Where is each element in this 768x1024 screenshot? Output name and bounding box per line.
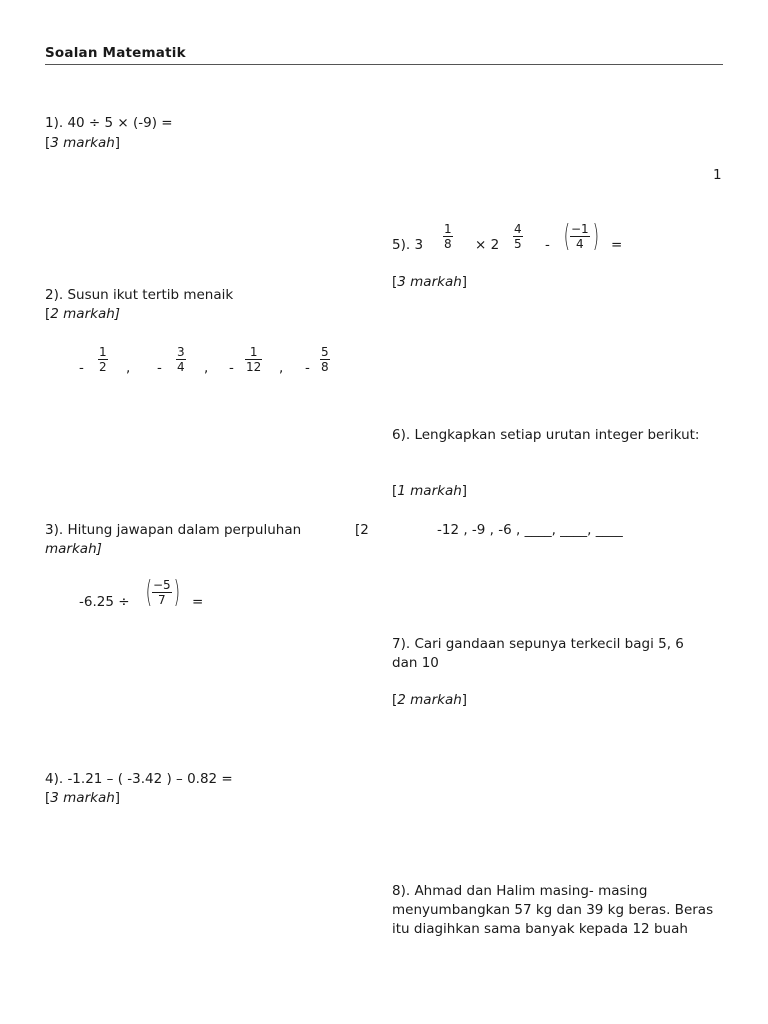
title-divider (45, 64, 723, 65)
fraction: $\frac{1}{8}$ (444, 222, 452, 251)
question-3-text: 3). Hitung jawapan dalam perpuluhan (45, 522, 302, 538)
question-3-marks: [2 (355, 522, 369, 538)
comma: , (126, 360, 131, 376)
minus-sign: - (79, 360, 84, 376)
question-4-marks: [3 markah] (45, 790, 121, 806)
fraction: $\frac{1}{2}$ (99, 345, 107, 374)
right-paren: ) (592, 219, 600, 254)
minus-sign: - (229, 360, 234, 376)
question-2-text: 2). Susun ikut tertib menaik (45, 287, 234, 303)
question-8-text: 8). Ahmad dan Halim masing- masing menyumbangkan 57 kg dan 39 kg beras. Beras itu diagihkan sama banyak kepada 12 buah (392, 883, 714, 937)
question-1-text: 1). 40 ÷ 5 × (-9) = (45, 115, 173, 131)
fraction: $\frac{3}{4}$ (177, 345, 185, 374)
question-7-text: 7). Cari gandaan sepunya terkecil bagi 5, 6 dan 10 (392, 636, 684, 671)
question-6-marks: [1 markah] (392, 483, 468, 499)
integer-sequence: -12 , -9 , -6 , ____, ____, ____ (437, 522, 623, 538)
fraction: $\frac{-5}{7}$ (153, 578, 171, 607)
page-title: Soalan Matematik (45, 45, 186, 61)
fraction: $\frac{-1}{4}$ (571, 222, 589, 251)
page-number: 1 (713, 167, 722, 183)
question-1-marks: [3 markah] (45, 135, 121, 151)
left-paren: ( (145, 575, 153, 610)
minus-sign: - (305, 360, 310, 376)
expression: -6.25 ÷ (79, 594, 130, 610)
right-paren: ) (173, 575, 181, 610)
equals-sign: = (611, 237, 623, 253)
fraction: $\frac{1}{12}$ (246, 345, 262, 374)
fraction: $\frac{4}{5}$ (514, 222, 522, 251)
question-3-marks-cont: markah] (45, 541, 102, 557)
question-6-text: 6). Lengkapkan setiap urutan integer berikut: (392, 427, 700, 443)
question-4-text: 4). -1.21 – ( -3.42 ) – 0.82 = (45, 771, 233, 787)
equals-sign: = (192, 594, 204, 610)
minus-sign: - (545, 237, 550, 253)
question-5-label: 5). 3 (392, 237, 424, 253)
left-paren: ( (563, 219, 571, 254)
times-operator: × 2 (475, 237, 500, 253)
question-7-marks: [2 markah] (392, 692, 468, 708)
comma: , (279, 360, 284, 376)
question-5-marks: [3 markah] (392, 274, 468, 290)
comma: , (204, 360, 209, 376)
question-2-marks: [2 markah] (45, 306, 121, 322)
minus-sign: - (157, 360, 162, 376)
fraction: $\frac{5}{8}$ (321, 345, 329, 374)
